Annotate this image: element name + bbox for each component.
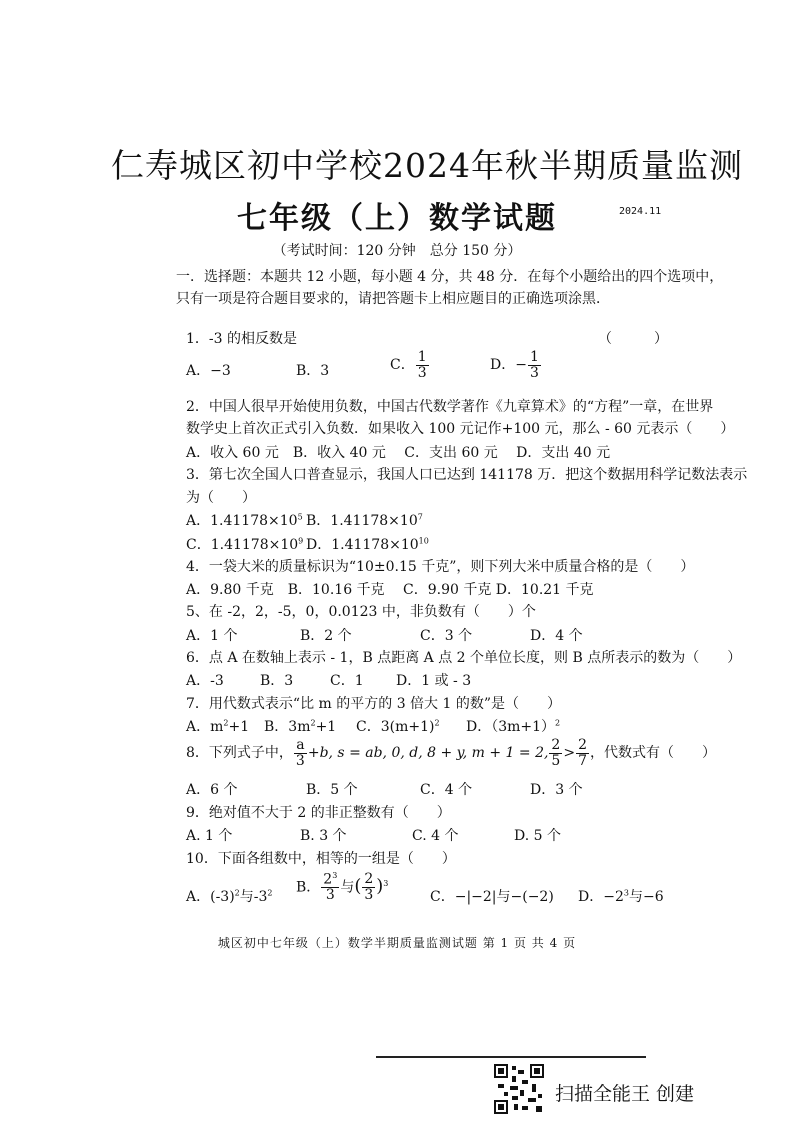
- question-9-option-d: D. 5 个: [514, 828, 561, 844]
- page-footer: 城区初中七年级（上）数学半期质量监测试题 第 1 页 共 4 页: [217, 936, 577, 950]
- question-8-option-c: C．4 个: [420, 782, 473, 798]
- question-10-stem: 10．下面各组数中，相等的一组是（ ）: [186, 851, 456, 867]
- section-heading: 一．选择题：本题共 12 小题，每小题 4 分，共 48 分．在每个小题给出的四个选项中，只有一项是符合题目要求的，请把答题卡上相应题目的正确选项涂黑．: [176, 269, 724, 307]
- question-8-option-a: A．6 个: [186, 782, 238, 798]
- question-4-options: A．9.80 千克 B．10.16 千克 C．9.90 千克 D．10.21 千克: [186, 582, 594, 598]
- question-1-stem: 1．-3 的相反数是: [186, 331, 297, 347]
- question-5-stem: 5、在 -2，2，-5，0，0.0123 中，非负数有（ ）个: [186, 604, 536, 620]
- exam-info: （考试时间：120 分钟 总分 150 分）: [272, 243, 522, 259]
- question-3-option-b: B．$1.41178\times 10^7$: [306, 512, 423, 529]
- divider-line: [376, 1056, 646, 1058]
- question-8-stem: 8．下列式子中， $\frac{a}{3}$ +b, s = ab, 0, d, 8 + y, m + 1 = 2, $\frac{2}{5}$ > $\frac{2}{7}$ ，代数式有（ ）: [186, 737, 716, 769]
- question-5-option-b: B．2 个: [300, 628, 352, 644]
- question-6-option-c: C．1: [330, 673, 364, 689]
- question-7-option-b: B．$3m^2+1$: [264, 718, 337, 735]
- question-7-stem: 7．用代数式表示“比 m 的平方的 3 倍大 1 的数”是（ ）: [186, 696, 562, 712]
- question-4-stem: 4．一袋大米的质量标识为“10±0.15 千克”，则下列大米中质量合格的是（ ）: [186, 559, 695, 575]
- question-10-option-d: D．$-2^3$与−6: [578, 888, 664, 905]
- question-7-option-d: D．$(3m+1)^2$: [466, 718, 561, 735]
- question-1-blank: （ ）: [598, 331, 668, 347]
- question-7-option-c: C．$3(m+1)^2$: [356, 718, 440, 735]
- question-10-option-b: B． $\frac{2^3}{3}$ 与( $\frac{2}{3}$ )$^3$: [296, 871, 389, 904]
- question-9-option-b: B. 3 个: [300, 828, 347, 844]
- exam-date: 2024.11: [619, 206, 662, 217]
- question-5-option-d: D．4 个: [530, 628, 583, 644]
- question-7-option-a: A．$m^2+1$: [186, 718, 250, 735]
- question-8-option-b: B．5 个: [306, 782, 358, 798]
- question-1-option-b: B．3: [296, 363, 330, 379]
- question-3-option-d: D．$1.41178\times 10^{10}$: [306, 536, 429, 553]
- question-3-option-c: C．$1.41178\times 10^9$: [186, 536, 304, 553]
- question-1-option-c: C． $\frac{1}{3}$: [390, 349, 427, 381]
- question-8-option-d: D．3 个: [530, 782, 583, 798]
- exam-subtitle: 七年级（上）数学试题: [237, 201, 557, 236]
- subtitle-row: [0, 193, 794, 237]
- question-1-option-a: A．−3: [186, 363, 231, 379]
- question-5-option-c: C．3 个: [420, 628, 473, 644]
- question-3-option-a: A．$1.41178\times 10^5$: [186, 512, 303, 529]
- question-10-option-a: A．$(-3)^2$与$-3^2$: [186, 888, 273, 905]
- question-3-stem-line2: 为（ ）: [186, 490, 256, 506]
- question-1-option-d: D．− $\frac{1}{3}$: [490, 349, 539, 381]
- qr-code-icon: [494, 1064, 544, 1114]
- question-6-option-d: D．1 或 - 3: [396, 673, 472, 689]
- question-10-option-c: C．−|−2|与−(−2): [430, 889, 554, 905]
- question-9-stem: 9．绝对值不大于 2 的非正整数有（ ）: [186, 805, 451, 821]
- question-6-stem: 6．点 A 在数轴上表示 - 1，B 点距离 A 点 2 个单位长度，则 B 点所表示的数为（ ）: [186, 650, 742, 666]
- question-9-option-a: A. 1 个: [186, 828, 233, 844]
- question-9-option-c: C. 4 个: [412, 828, 459, 844]
- question-2-stem-line2: 数学史上首次正式引入负数．如果收入 100 元记作+100 元，那么 - 60 元表示（ ）: [186, 421, 735, 437]
- question-5-option-a: A．1 个: [186, 628, 238, 644]
- exam-title: 仁寿城区初中学校2024年秋半期质量监测: [111, 146, 743, 185]
- question-3-stem-line1: 3．第七次全国人口普查显示，我国人口已达到 141178 万．把这个数据用科学记数法表示: [186, 467, 748, 483]
- question-2-stem-line1: 2．中国人很早开始使用负数，中国古代数学著作《九章算术》的“方程”一章，在世界: [186, 399, 714, 415]
- scanner-watermark: 扫描全能王 创建: [555, 1083, 695, 1105]
- question-2-options: A．收入 60 元 B．收入 40 元 C．支出 60 元 D．支出 40 元: [186, 445, 611, 461]
- question-6-option-a: A．-3: [186, 673, 224, 689]
- question-6-option-b: B．3: [260, 673, 294, 689]
